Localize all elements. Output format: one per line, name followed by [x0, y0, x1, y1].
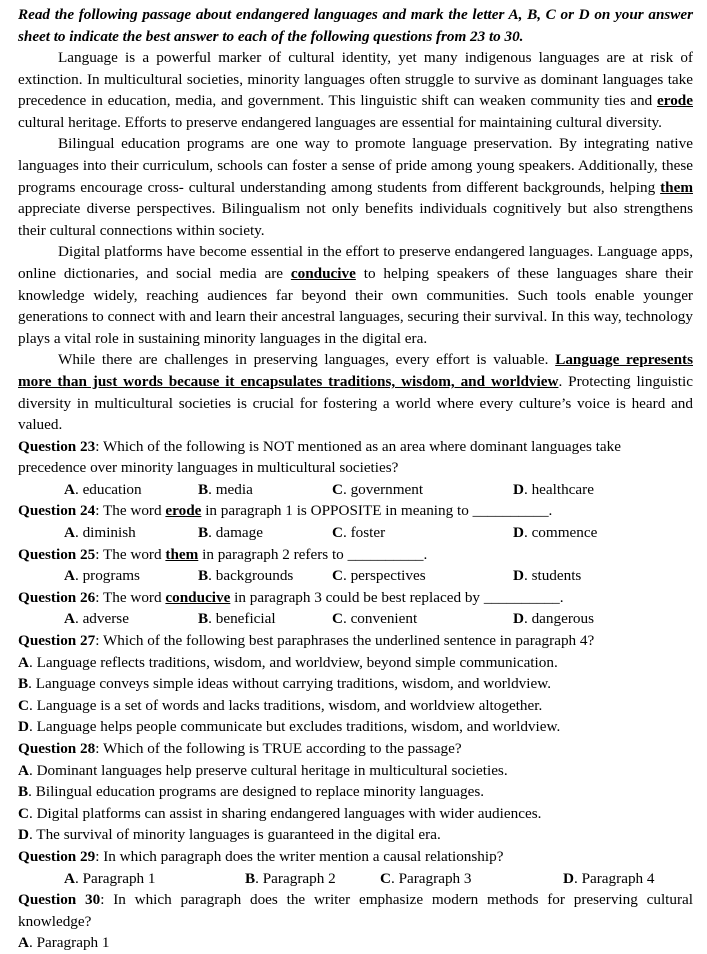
option-letter: C — [380, 869, 391, 887]
option-separator: . — [28, 783, 36, 801]
option-separator: . — [523, 524, 532, 542]
question-24-options — [18, 522, 693, 544]
text-run: : In which paragraph does the writer mention a causal relationship? — [95, 847, 504, 865]
question-28-option-a[interactable] — [18, 760, 693, 782]
option-text: backgrounds — [215, 567, 294, 585]
option-letter: B — [198, 567, 209, 585]
emphasized-term: conducive — [290, 264, 356, 282]
option-text: Dominant languages help preserve cultural heritage in multicultural societies. — [36, 761, 508, 779]
option-text: Bilingual education programs are designed to replace minority languages. — [35, 783, 485, 801]
question-29-label: Question 29 — [18, 847, 96, 865]
option-letter: C — [18, 804, 29, 822]
text-run: While there are challenges in preserving languages, every effort is valuable. — [58, 351, 556, 369]
option-letter: D — [513, 567, 524, 585]
text-run: in paragraph 2 refers to __________. — [198, 545, 428, 563]
question-26-label: Question 26 — [18, 588, 96, 606]
text-run: in paragraph 1 is OPPOSITE in meaning to __________. — [201, 502, 553, 520]
question-24-option-d[interactable] — [513, 522, 597, 544]
question-27-option-a[interactable] — [18, 652, 693, 674]
option-letter: B — [198, 610, 209, 628]
option-separator: . — [74, 869, 83, 887]
question-26-option-a[interactable] — [64, 608, 129, 630]
question-28-option-c[interactable] — [18, 803, 693, 825]
option-letter: A — [64, 524, 75, 542]
option-text: government — [350, 480, 424, 498]
passage-paragraph-4 — [18, 349, 693, 435]
emphasized-term: Language represents more than just words because it encapsulates traditions, wisdom, and worldview — [18, 351, 693, 390]
option-text: Language conveys simple ideas without carrying traditions, wisdom, and worldview. — [35, 675, 552, 693]
option-separator: . — [28, 934, 37, 952]
question-26-options — [18, 608, 693, 630]
question-29-options — [18, 868, 693, 890]
reading-instruction: Read the following passage about endangered languages and mark the letter A, B, C or D on your answer sheet to indicate the best answer to each of the following questions from 23 to 30. — [18, 6, 693, 45]
question-28-stem — [18, 738, 693, 760]
document-body — [18, 4, 693, 954]
option-separator: . — [523, 480, 532, 498]
question-24-option-c[interactable] — [332, 522, 385, 544]
option-separator: . — [28, 804, 37, 822]
option-letter: C — [332, 610, 343, 628]
passage-paragraph-1 — [18, 47, 693, 133]
option-separator: . — [342, 524, 351, 542]
option-text: education — [82, 480, 142, 498]
question-29-option-a[interactable] — [64, 868, 156, 890]
option-separator: . — [28, 653, 37, 671]
option-separator: . — [28, 718, 37, 736]
option-text: Paragraph 2 — [262, 869, 336, 887]
option-separator: . — [573, 869, 582, 887]
question-24-label: Question 24 — [18, 502, 96, 520]
question-23-options — [18, 479, 693, 501]
text-run: . Protecting linguistic diversity in multicultural societies is crucial for fostering a world where every culture’s voice is heard and valued. — [18, 372, 693, 434]
option-letter: C — [332, 567, 343, 585]
option-text: dangerous — [531, 610, 594, 628]
option-text: media — [215, 480, 253, 498]
question-29-option-c[interactable] — [380, 868, 472, 890]
emphasized-term: them — [165, 545, 199, 563]
option-letter: B — [245, 869, 256, 887]
option-letter: D — [513, 610, 524, 628]
text-run: Bilingual education programs are one way to promote language preservation. By integrating native languages into their curriculum, schools can foster a sense of pride among young speakers. Additionally, these programs encourage cross- cultural understanding among students from different backgrounds, helping — [18, 135, 693, 196]
question-list — [18, 436, 693, 954]
option-text: Digital platforms can assist in sharing endangered languages with wider audiences. — [36, 804, 542, 822]
option-text: commence — [531, 524, 598, 542]
option-text: Paragraph 4 — [581, 869, 655, 887]
option-letter: A — [64, 869, 75, 887]
question-23-option-d[interactable] — [513, 479, 594, 501]
option-separator: . — [74, 480, 83, 498]
question-29-stem — [18, 846, 693, 868]
question-29-option-d[interactable] — [563, 868, 655, 890]
question-24-option-a[interactable] — [64, 522, 136, 544]
option-separator: . — [523, 567, 532, 585]
question-30-label: Question 30 — [18, 891, 101, 909]
text-run: : Which of the following is NOT mentioned as an area where dominant languages take precedence over minority languages in multicultural societies? — [18, 437, 622, 477]
option-text: Language is a set of words and lacks traditions, wisdom, and worldview altogether. — [36, 696, 543, 714]
question-28-label: Question 28 — [18, 740, 96, 757]
option-separator: . — [342, 610, 351, 628]
question-27-option-c[interactable] — [18, 695, 693, 717]
question-25-stem — [18, 544, 693, 566]
question-24-option-b[interactable] — [198, 522, 263, 544]
option-letter: B — [198, 524, 209, 542]
option-letter: B — [18, 783, 29, 801]
option-separator: . — [342, 567, 351, 585]
question-30-stem — [18, 889, 693, 932]
option-text: Language helps people communicate but excludes traditions, wisdom, and worldview. — [36, 718, 561, 736]
option-letter: D — [18, 826, 29, 844]
question-25-label: Question 25 — [18, 545, 96, 563]
option-letter: D — [563, 869, 574, 887]
question-29-option-b[interactable] — [245, 868, 336, 890]
option-separator: . — [74, 567, 83, 585]
option-separator: . — [208, 524, 216, 542]
text-run: Digital platforms have become essential in the effort to preserve endangered languages. Language apps, online dictionaries, and social media are — [18, 243, 693, 282]
question-23-option-b[interactable] — [198, 479, 253, 501]
text-run: cultural heritage. Efforts to preserve endangered languages are essential for maintaining cultural diversity. — [18, 113, 662, 131]
option-separator: . — [523, 610, 532, 628]
option-separator: . — [390, 869, 399, 887]
question-25-option-a[interactable] — [64, 565, 140, 587]
question-28-option-d[interactable] — [18, 824, 693, 846]
option-letter: B — [18, 675, 29, 693]
option-text: convenient — [350, 610, 418, 628]
option-letter: A — [64, 567, 75, 585]
question-27-label: Question 27 — [18, 632, 96, 650]
text-run: : The word — [95, 502, 166, 520]
question-23-option-c[interactable] — [332, 479, 423, 501]
question-23-label: Question 23 — [18, 437, 96, 455]
option-text: damage — [215, 524, 263, 542]
option-separator: . — [255, 869, 263, 887]
option-separator: . — [208, 610, 216, 628]
text-run: appreciate diverse perspectives. Bilingualism not only benefits individuals cognitively but also strengthens their cultural connections within society. — [18, 200, 693, 239]
passage-paragraph-2 — [18, 133, 693, 241]
option-letter: A — [18, 653, 29, 671]
option-letter: D — [513, 480, 524, 498]
question-26-option-c[interactable] — [332, 608, 417, 630]
option-separator: . — [74, 610, 83, 628]
document-page — [0, 4, 707, 952]
question-30-option-a[interactable] — [18, 932, 693, 954]
option-text: Paragraph 3 — [398, 869, 472, 887]
question-25-option-d[interactable] — [513, 565, 581, 587]
option-letter: D — [18, 718, 29, 736]
emphasized-term: erode — [165, 502, 202, 520]
question-25-options — [18, 565, 693, 587]
question-27-option-b[interactable] — [18, 673, 693, 695]
option-letter: A — [64, 480, 75, 498]
text-run: in paragraph 3 could be best replaced by __________. — [230, 588, 564, 606]
option-separator: . — [28, 826, 37, 844]
option-separator: . — [28, 675, 36, 693]
option-text: adverse — [82, 610, 129, 628]
option-text: healthcare — [531, 480, 594, 498]
option-letter: D — [513, 524, 524, 542]
question-26-option-d[interactable] — [513, 608, 594, 630]
option-letter: C — [332, 524, 343, 542]
question-27-stem — [18, 630, 693, 652]
option-text: beneficial — [215, 610, 276, 628]
option-letter: B — [198, 480, 209, 498]
option-text: The survival of minority languages is guaranteed in the digital era. — [36, 826, 441, 844]
text-run: : The word — [95, 588, 166, 606]
option-separator: . — [208, 480, 216, 498]
option-separator: . — [28, 696, 37, 714]
question-24-stem — [18, 500, 693, 522]
text-run: : Which of the following best paraphrases the underlined sentence in paragraph 4? — [95, 632, 595, 650]
question-28-option-b[interactable] — [18, 781, 693, 803]
emphasized-term: them — [660, 178, 693, 196]
question-23-option-a[interactable] — [64, 479, 142, 501]
text-run: : The word — [95, 545, 166, 563]
option-letter: A — [18, 761, 29, 779]
emphasized-term: erode — [657, 92, 693, 110]
option-text: diminish — [82, 524, 136, 542]
option-text: Paragraph 1 — [82, 869, 156, 887]
option-text: foster — [350, 524, 386, 542]
emphasized-term: conducive — [165, 588, 231, 606]
question-23-stem — [18, 436, 693, 479]
question-26-stem — [18, 587, 693, 609]
option-text: students — [531, 567, 582, 585]
option-separator: . — [342, 480, 351, 498]
question-26-option-b[interactable] — [198, 608, 276, 630]
option-letter: C — [18, 696, 29, 714]
option-letter: A — [64, 610, 75, 628]
text-run: : Which of the following is TRUE according to the passage? — [95, 740, 462, 757]
question-25-option-c[interactable] — [332, 565, 426, 587]
reading-passage — [18, 47, 693, 436]
option-letter: A — [18, 934, 29, 952]
text-run: : In which paragraph does the writer emphasize modern methods for preserving cultural knowledge? — [18, 891, 693, 930]
option-text: Language reflects traditions, wisdom, and worldview, beyond simple communication. — [36, 653, 558, 671]
option-separator: . — [208, 567, 216, 585]
option-text: Paragraph 1 — [36, 934, 110, 952]
text-run: Language is a powerful marker of cultural identity, yet many indigenous languages are at risk of extinction. In multicultural societies, minority languages often struggle to survive as dominant languages take precedence in education, media, and government. This linguistic shift can weaken community ties and — [18, 49, 693, 110]
option-text: perspectives — [350, 567, 426, 585]
option-letter: C — [332, 480, 343, 498]
option-separator: . — [74, 524, 83, 542]
passage-paragraph-3 — [18, 241, 693, 349]
question-27-option-d[interactable] — [18, 716, 693, 738]
question-25-option-b[interactable] — [198, 565, 293, 587]
option-separator: . — [28, 761, 37, 779]
option-text: programs — [82, 567, 140, 585]
text-run: to helping speakers of these languages share their knowledge widely, reaching audiences far beyond their own communities. Such tools enable younger generations to connect with and learn their ancestral languages, securing their survival. In this way, technology plays a vital role in sustaining minority languages in the digital era. — [18, 264, 693, 347]
